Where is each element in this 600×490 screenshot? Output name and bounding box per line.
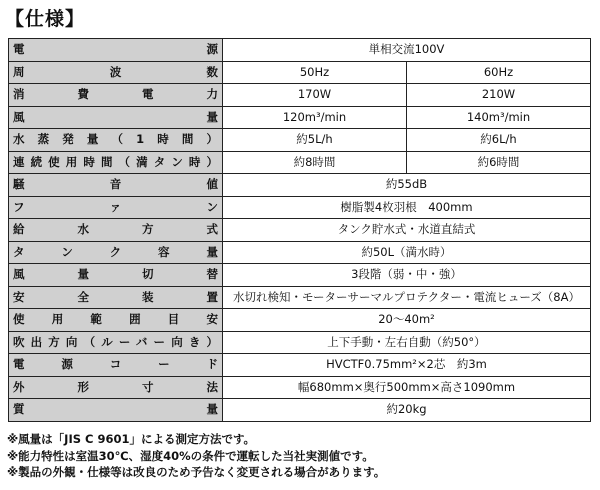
spec-value: 水切れ検知・モーターサーマルプロテクター・電流ヒューズ（8A） xyxy=(223,286,591,309)
spec-label: 騒音値 xyxy=(9,174,223,197)
spec-value: 約20kg xyxy=(223,399,591,422)
spec-value: 約8時間 xyxy=(223,151,407,174)
spec-value: 約5L/h xyxy=(223,129,407,152)
spec-row xyxy=(9,196,591,219)
note-line: ※能力特性は室温30℃、湿度40%の条件で運転した当社実測値です。 xyxy=(7,448,374,463)
spec-value: 幅680mm×奥行500mm×高さ1090mm xyxy=(223,376,591,399)
page-title: 【仕様】 xyxy=(5,8,86,30)
spec-value: 20～40m² xyxy=(223,309,591,332)
spec-value: 上下手動・左右自動（約50°） xyxy=(223,331,591,354)
spec-label: 水蒸発量（1時間） xyxy=(9,129,223,152)
spec-label: 連続使用時間（満タン時） xyxy=(9,151,223,174)
spec-row xyxy=(9,84,591,107)
spec-row xyxy=(9,174,591,197)
spec-label: 風量切替 xyxy=(9,264,223,287)
spec-value: 210W xyxy=(407,84,591,107)
spec-row xyxy=(9,354,591,377)
spec-value: 約6時間 xyxy=(407,151,591,174)
spec-label: 電源コード xyxy=(9,354,223,377)
spec-value: 約55dB xyxy=(223,174,591,197)
spec-label: 吹出方向（ルーバー向き） xyxy=(9,331,223,354)
spec-value: 約6L/h xyxy=(407,129,591,152)
spec-label: 質量 xyxy=(9,399,223,422)
spec-table xyxy=(8,38,591,422)
spec-row xyxy=(9,399,591,422)
spec-value: 約50L（満水時） xyxy=(223,241,591,264)
spec-value: 140m³/min xyxy=(407,106,591,129)
spec-label: 給水方式 xyxy=(9,219,223,242)
spec-row xyxy=(9,61,591,84)
spec-label: 電源 xyxy=(9,39,223,62)
spec-row xyxy=(9,264,591,287)
spec-row xyxy=(9,286,591,309)
spec-value: 50Hz xyxy=(223,61,407,84)
spec-row xyxy=(9,151,591,174)
notes xyxy=(7,431,385,481)
spec-row xyxy=(9,241,591,264)
spec-value: 170W xyxy=(223,84,407,107)
spec-value: 樹脂製4枚羽根 400mm xyxy=(223,196,591,219)
spec-value: 120m³/min xyxy=(223,106,407,129)
spec-label: タンク容量 xyxy=(9,241,223,264)
spec-row xyxy=(9,219,591,242)
spec-value: 単相交流100V xyxy=(223,39,591,62)
note-line: ※製品の外観・仕様等は改良のため予告なく変更される場合があります。 xyxy=(7,465,386,479)
spec-row xyxy=(9,39,591,62)
spec-label: 風量 xyxy=(9,106,223,129)
spec-label: 安全装置 xyxy=(9,286,223,309)
spec-label: ファン xyxy=(9,196,223,219)
spec-row xyxy=(9,129,591,152)
note-line: ※風量は「JIS C 9601」による測定方法です。 xyxy=(7,432,256,446)
spec-value: HVCTF0.75mm²×2芯 約3m xyxy=(223,354,591,377)
spec-value: 3段階（弱・中・強） xyxy=(223,264,591,287)
spec-row xyxy=(9,309,591,332)
spec-label: 周波数 xyxy=(9,61,223,84)
spec-row xyxy=(9,376,591,399)
spec-row xyxy=(9,331,591,354)
spec-label: 消費電力 xyxy=(9,84,223,107)
spec-value: タンク貯水式・水道直結式 xyxy=(223,219,591,242)
spec-value: 60Hz xyxy=(407,61,591,84)
spec-row xyxy=(9,106,591,129)
spec-label: 外形寸法 xyxy=(9,376,223,399)
spec-label: 使用範囲目安 xyxy=(9,309,223,332)
